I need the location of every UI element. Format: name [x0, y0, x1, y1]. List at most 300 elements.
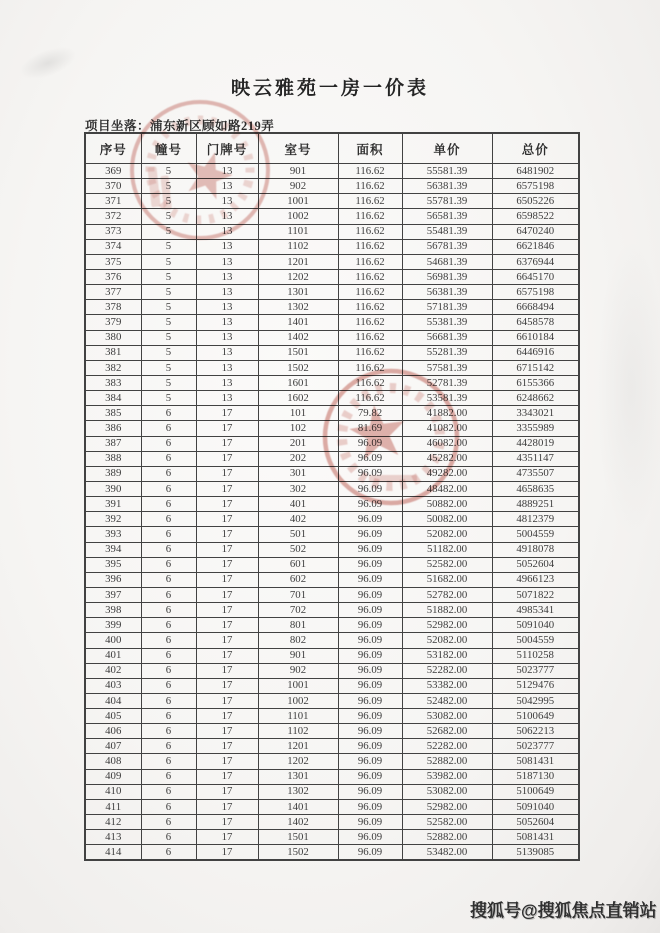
table-cell: 382	[85, 360, 141, 375]
table-cell: 17	[196, 527, 258, 542]
table-row	[85, 179, 579, 194]
table-cell: 96.09	[338, 799, 402, 814]
table-cell: 376	[85, 269, 141, 284]
table-row	[85, 799, 579, 814]
table-cell: 5100649	[492, 709, 579, 724]
table-cell: 96.09	[338, 709, 402, 724]
table-cell: 375	[85, 254, 141, 269]
table-cell: 17	[196, 618, 258, 633]
table-cell: 116.62	[338, 285, 402, 300]
table-cell: 6598522	[492, 209, 579, 224]
table-cell: 55581.39	[402, 164, 492, 179]
table-cell: 6	[141, 557, 196, 572]
table-cell: 6	[141, 451, 196, 466]
table-cell: 4812379	[492, 512, 579, 527]
table-cell: 17	[196, 739, 258, 754]
table-cell: 96.09	[338, 451, 402, 466]
table-cell: 96.09	[338, 678, 402, 693]
table-cell: 6	[141, 693, 196, 708]
table-cell: 17	[196, 633, 258, 648]
table-cell: 371	[85, 194, 141, 209]
table-cell: 6	[141, 709, 196, 724]
table-cell: 55381.39	[402, 315, 492, 330]
table-cell: 6	[141, 754, 196, 769]
table-cell: 13	[196, 239, 258, 254]
table-cell: 17	[196, 572, 258, 587]
table-cell: 901	[258, 164, 338, 179]
table-cell: 401	[258, 497, 338, 512]
table-row	[85, 406, 579, 421]
table-cell: 116.62	[338, 345, 402, 360]
table-row	[85, 421, 579, 436]
table-cell: 13	[196, 330, 258, 345]
table-cell: 96.09	[338, 693, 402, 708]
table-cell: 17	[196, 451, 258, 466]
table-cell: 377	[85, 285, 141, 300]
table-cell: 96.09	[338, 542, 402, 557]
table-cell: 46082.00	[402, 436, 492, 451]
table-row	[85, 451, 579, 466]
table-cell: 50082.00	[402, 512, 492, 527]
table-cell: 49282.00	[402, 466, 492, 481]
table-cell: 17	[196, 557, 258, 572]
table-cell: 96.09	[338, 754, 402, 769]
table-cell: 403	[85, 678, 141, 693]
table-cell: 397	[85, 587, 141, 602]
table-cell: 1502	[258, 360, 338, 375]
table-cell: 5023777	[492, 663, 579, 678]
table-cell: 410	[85, 784, 141, 799]
table-cell: 408	[85, 754, 141, 769]
column-header-7: 总价	[492, 133, 579, 164]
table-row	[85, 466, 579, 481]
table-cell: 55781.39	[402, 194, 492, 209]
table-cell: 389	[85, 466, 141, 481]
table-cell: 390	[85, 481, 141, 496]
table-cell: 57181.39	[402, 300, 492, 315]
table-header-row	[85, 133, 579, 164]
table-cell: 6155366	[492, 375, 579, 390]
table-row	[85, 436, 579, 451]
table-cell: 53581.39	[402, 391, 492, 406]
table-cell: 6	[141, 815, 196, 830]
table-cell: 4966123	[492, 572, 579, 587]
table-row	[85, 603, 579, 618]
table-cell: 17	[196, 709, 258, 724]
table-cell: 13	[196, 300, 258, 315]
table-cell: 5091040	[492, 618, 579, 633]
table-cell: 17	[196, 815, 258, 830]
table-cell: 13	[196, 164, 258, 179]
table-cell: 6	[141, 618, 196, 633]
table-cell: 52982.00	[402, 618, 492, 633]
table-cell: 372	[85, 209, 141, 224]
table-cell: 17	[196, 497, 258, 512]
table-cell: 6	[141, 481, 196, 496]
table-cell: 393	[85, 527, 141, 542]
table-cell: 1602	[258, 391, 338, 406]
table-cell: 13	[196, 391, 258, 406]
table-row	[85, 481, 579, 496]
table-cell: 801	[258, 618, 338, 633]
table-cell: 81.69	[338, 421, 402, 436]
table-cell: 96.09	[338, 769, 402, 784]
table-row	[85, 269, 579, 284]
table-cell: 6	[141, 739, 196, 754]
table-cell: 17	[196, 724, 258, 739]
table-cell: 398	[85, 603, 141, 618]
table-cell: 601	[258, 557, 338, 572]
table-cell: 380	[85, 330, 141, 345]
table-row	[85, 815, 579, 830]
table-cell: 13	[196, 269, 258, 284]
table-cell: 57581.39	[402, 360, 492, 375]
table-cell: 1202	[258, 269, 338, 284]
table-cell: 405	[85, 709, 141, 724]
scan-artifact	[596, 238, 660, 538]
table-cell: 45282.00	[402, 451, 492, 466]
table-cell: 17	[196, 830, 258, 845]
table-cell: 402	[85, 663, 141, 678]
table-cell: 5052604	[492, 557, 579, 572]
table-row	[85, 633, 579, 648]
table-cell: 411	[85, 799, 141, 814]
table-cell: 96.09	[338, 663, 402, 678]
table-cell: 301	[258, 466, 338, 481]
table-cell: 17	[196, 799, 258, 814]
table-cell: 5	[141, 330, 196, 345]
table-cell: 13	[196, 254, 258, 269]
table-cell: 17	[196, 648, 258, 663]
table-cell: 17	[196, 436, 258, 451]
table-cell: 396	[85, 572, 141, 587]
table-cell: 4735507	[492, 466, 579, 481]
table-cell: 96.09	[338, 497, 402, 512]
column-header-1: 序号	[85, 133, 141, 164]
table-cell: 96.09	[338, 739, 402, 754]
table-cell: 6	[141, 436, 196, 451]
table-cell: 13	[196, 194, 258, 209]
table-cell: 116.62	[338, 375, 402, 390]
table-cell: 5042995	[492, 693, 579, 708]
table-cell: 52282.00	[402, 739, 492, 754]
table-cell: 406	[85, 724, 141, 739]
table-cell: 52982.00	[402, 799, 492, 814]
table-row	[85, 194, 579, 209]
table-cell: 1201	[258, 254, 338, 269]
table-cell: 96.09	[338, 830, 402, 845]
table-cell: 1001	[258, 194, 338, 209]
table-cell: 5	[141, 360, 196, 375]
table-cell: 5	[141, 254, 196, 269]
table-cell: 1301	[258, 285, 338, 300]
table-cell: 116.62	[338, 330, 402, 345]
table-cell: 5	[141, 269, 196, 284]
table-cell: 1402	[258, 815, 338, 830]
table-cell: 5110258	[492, 648, 579, 663]
table-row	[85, 375, 579, 390]
price-table-body	[85, 164, 579, 861]
table-cell: 5	[141, 345, 196, 360]
table-cell: 96.09	[338, 603, 402, 618]
table-cell: 373	[85, 224, 141, 239]
table-cell: 52582.00	[402, 815, 492, 830]
table-cell: 402	[258, 512, 338, 527]
table-cell: 399	[85, 618, 141, 633]
table-cell: 502	[258, 542, 338, 557]
table-cell: 52781.39	[402, 375, 492, 390]
table-cell: 1601	[258, 375, 338, 390]
table-cell: 96.09	[338, 784, 402, 799]
table-cell: 6	[141, 406, 196, 421]
table-cell: 392	[85, 512, 141, 527]
table-row	[85, 845, 579, 861]
table-cell: 1101	[258, 709, 338, 724]
table-cell: 5	[141, 300, 196, 315]
table-cell: 96.09	[338, 648, 402, 663]
table-row	[85, 663, 579, 678]
table-cell: 6	[141, 830, 196, 845]
table-cell: 5	[141, 315, 196, 330]
table-row	[85, 254, 579, 269]
table-cell: 53382.00	[402, 678, 492, 693]
table-row	[85, 618, 579, 633]
table-cell: 1002	[258, 209, 338, 224]
table-cell: 400	[85, 633, 141, 648]
table-row	[85, 542, 579, 557]
table-row	[85, 164, 579, 179]
table-cell: 5	[141, 179, 196, 194]
table-cell: 5023777	[492, 739, 579, 754]
table-row	[85, 360, 579, 375]
table-row	[85, 830, 579, 845]
table-cell: 6715142	[492, 360, 579, 375]
table-cell: 1201	[258, 739, 338, 754]
table-cell: 6	[141, 466, 196, 481]
table-cell: 96.09	[338, 618, 402, 633]
table-cell: 51882.00	[402, 603, 492, 618]
table-cell: 6	[141, 603, 196, 618]
column-header-5: 面积	[338, 133, 402, 164]
table-cell: 52282.00	[402, 663, 492, 678]
table-cell: 383	[85, 375, 141, 390]
table-cell: 5129476	[492, 678, 579, 693]
table-cell: 17	[196, 466, 258, 481]
table-cell: 414	[85, 845, 141, 861]
table-cell: 56681.39	[402, 330, 492, 345]
table-cell: 1202	[258, 754, 338, 769]
project-location-label: 项目坐落：	[85, 119, 151, 133]
table-cell: 5187130	[492, 769, 579, 784]
table-row	[85, 557, 579, 572]
table-cell: 901	[258, 648, 338, 663]
table-cell: 5139085	[492, 845, 579, 861]
table-cell: 6481902	[492, 164, 579, 179]
table-cell: 6610184	[492, 330, 579, 345]
table-cell: 96.09	[338, 466, 402, 481]
table-cell: 4658635	[492, 481, 579, 496]
table-cell: 6446916	[492, 345, 579, 360]
table-cell: 5091040	[492, 799, 579, 814]
table-cell: 101	[258, 406, 338, 421]
table-cell: 96.09	[338, 512, 402, 527]
column-header-4: 室号	[258, 133, 338, 164]
table-cell: 5071822	[492, 587, 579, 602]
table-cell: 1501	[258, 830, 338, 845]
table-cell: 1302	[258, 784, 338, 799]
table-cell: 387	[85, 436, 141, 451]
table-cell: 52882.00	[402, 830, 492, 845]
table-row	[85, 209, 579, 224]
table-cell: 53182.00	[402, 648, 492, 663]
table-cell: 1401	[258, 315, 338, 330]
table-cell: 6	[141, 542, 196, 557]
table-cell: 5	[141, 194, 196, 209]
table-cell: 902	[258, 663, 338, 678]
table-cell: 52882.00	[402, 754, 492, 769]
table-cell: 5	[141, 209, 196, 224]
column-header-2: 幢号	[141, 133, 196, 164]
table-cell: 96.09	[338, 724, 402, 739]
table-cell: 56581.39	[402, 209, 492, 224]
table-row	[85, 648, 579, 663]
table-cell: 6	[141, 587, 196, 602]
table-cell: 17	[196, 481, 258, 496]
table-cell: 13	[196, 224, 258, 239]
table-row	[85, 315, 579, 330]
table-cell: 4428019	[492, 436, 579, 451]
table-row	[85, 739, 579, 754]
table-cell: 5	[141, 391, 196, 406]
table-cell: 17	[196, 587, 258, 602]
table-cell: 50882.00	[402, 497, 492, 512]
table-cell: 1501	[258, 345, 338, 360]
table-cell: 6	[141, 663, 196, 678]
table-cell: 17	[196, 421, 258, 436]
table-cell: 17	[196, 845, 258, 861]
table-cell: 702	[258, 603, 338, 618]
table-cell: 5052604	[492, 815, 579, 830]
table-cell: 116.62	[338, 194, 402, 209]
table-cell: 13	[196, 360, 258, 375]
price-table	[84, 132, 580, 861]
table-cell: 1002	[258, 693, 338, 708]
table-cell: 6668494	[492, 300, 579, 315]
table-cell: 17	[196, 663, 258, 678]
table-cell: 96.09	[338, 436, 402, 451]
table-row	[85, 769, 579, 784]
table-cell: 116.62	[338, 254, 402, 269]
table-cell: 41082.00	[402, 421, 492, 436]
table-cell: 96.09	[338, 572, 402, 587]
table-row	[85, 391, 579, 406]
table-cell: 116.62	[338, 391, 402, 406]
table-cell: 501	[258, 527, 338, 542]
table-cell: 17	[196, 678, 258, 693]
table-row	[85, 527, 579, 542]
table-cell: 6	[141, 527, 196, 542]
table-cell: 6	[141, 633, 196, 648]
table-cell: 1001	[258, 678, 338, 693]
table-cell: 6	[141, 421, 196, 436]
table-cell: 3355989	[492, 421, 579, 436]
table-cell: 4985341	[492, 603, 579, 618]
table-cell: 102	[258, 421, 338, 436]
table-cell: 52682.00	[402, 724, 492, 739]
table-row	[85, 512, 579, 527]
table-cell: 6	[141, 497, 196, 512]
table-cell: 413	[85, 830, 141, 845]
table-cell: 394	[85, 542, 141, 557]
table-cell: 391	[85, 497, 141, 512]
table-cell: 41882.00	[402, 406, 492, 421]
table-cell: 56781.39	[402, 239, 492, 254]
table-row	[85, 587, 579, 602]
column-header-6: 单价	[402, 133, 492, 164]
table-cell: 5	[141, 375, 196, 390]
table-cell: 6	[141, 724, 196, 739]
table-row	[85, 724, 579, 739]
table-cell: 55481.39	[402, 224, 492, 239]
table-cell: 1402	[258, 330, 338, 345]
table-cell: 902	[258, 179, 338, 194]
table-cell: 5	[141, 285, 196, 300]
table-cell: 116.62	[338, 164, 402, 179]
table-cell: 96.09	[338, 481, 402, 496]
table-cell: 6	[141, 784, 196, 799]
table-cell: 1301	[258, 769, 338, 784]
table-row	[85, 693, 579, 708]
table-cell: 96.09	[338, 587, 402, 602]
table-cell: 13	[196, 179, 258, 194]
table-row	[85, 709, 579, 724]
table-cell: 201	[258, 436, 338, 451]
table-cell: 6	[141, 648, 196, 663]
table-cell: 79.82	[338, 406, 402, 421]
table-cell: 1302	[258, 300, 338, 315]
table-cell: 52482.00	[402, 693, 492, 708]
table-cell: 48482.00	[402, 481, 492, 496]
table-cell: 116.62	[338, 360, 402, 375]
table-cell: 116.62	[338, 224, 402, 239]
table-row	[85, 345, 579, 360]
table-cell: 51182.00	[402, 542, 492, 557]
table-cell: 116.62	[338, 209, 402, 224]
table-cell: 56981.39	[402, 269, 492, 284]
table-cell: 56381.39	[402, 285, 492, 300]
table-cell: 1401	[258, 799, 338, 814]
table-cell: 1502	[258, 845, 338, 861]
table-cell: 6470240	[492, 224, 579, 239]
table-cell: 52082.00	[402, 633, 492, 648]
table-cell: 401	[85, 648, 141, 663]
table-cell: 6	[141, 799, 196, 814]
table-cell: 412	[85, 815, 141, 830]
table-cell: 5	[141, 164, 196, 179]
table-cell: 409	[85, 769, 141, 784]
table-cell: 54681.39	[402, 254, 492, 269]
table-cell: 17	[196, 693, 258, 708]
table-cell: 55281.39	[402, 345, 492, 360]
table-cell: 4889251	[492, 497, 579, 512]
table-cell: 17	[196, 512, 258, 527]
table-cell: 3343021	[492, 406, 579, 421]
table-cell: 378	[85, 300, 141, 315]
table-cell: 5004559	[492, 633, 579, 648]
table-cell: 385	[85, 406, 141, 421]
table-cell: 6	[141, 512, 196, 527]
table-cell: 1101	[258, 224, 338, 239]
